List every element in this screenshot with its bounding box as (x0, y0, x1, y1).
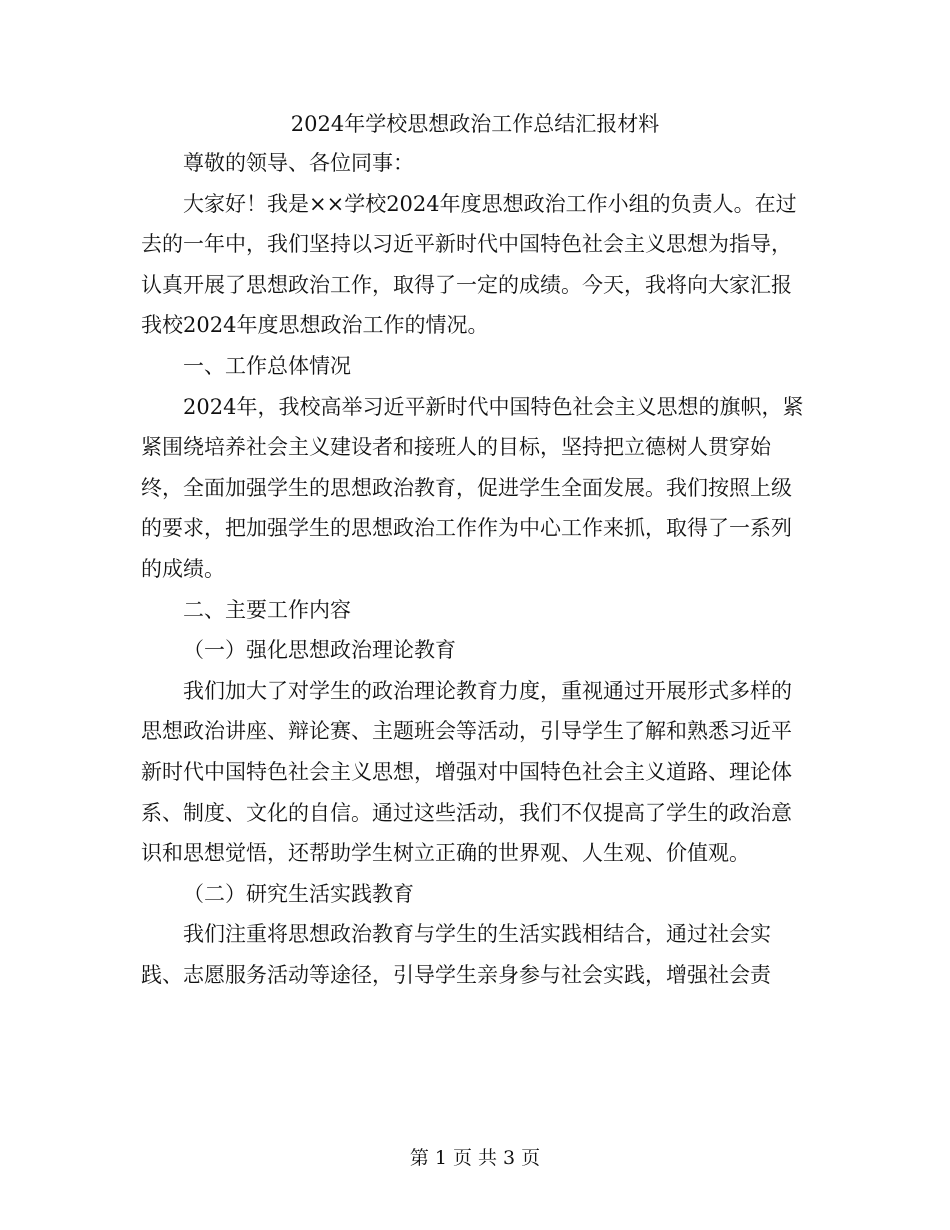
section-heading-1: 一、工作总体情况 (183, 353, 351, 378)
paragraph-practice-education: 我们注重将思想政治教育与学生的生活实践相结合，通过社会实践、志愿服务活动等途径，引导学生亲身参与社会实践，增强社会责 (141, 922, 771, 987)
section-heading-2: 二、主要工作内容 (183, 597, 351, 622)
subsection-heading-2: （二）研究生活实践教育 (183, 881, 414, 906)
subsection-heading-1: （一）强化思想政治理论教育 (183, 638, 456, 663)
salutation: 尊敬的领导、各位同事： (183, 151, 414, 175)
document-title: 2024年学校思想政治工作总结汇报材料 (290, 112, 660, 136)
paragraph-overview: 2024年，我校高举习近平新时代中国特色社会主义思想的旗帜，紧紧围绕培养社会主义建设者和接班人的目标，坚持把立德树人贯穿始终，全面加强学生的思想政治教育，促进学生全面发展。我们按照上级的要求，把加强学生的思想政治工作作为中心工作来抓，取得了一系列的成绩。 (141, 394, 804, 581)
page-footer: 第 1 页 共 3 页 (409, 1147, 541, 1169)
paragraph-intro: 大家好！我是××学校2024年度思想政治工作小组的负责人。在过去的一年中，我们坚持以习近平新时代中国特色社会主义思想为指导，认真开展了思想政治工作，取得了一定的成绩。今天，我将向大家汇报我校2024年度思想政治工作的情况。 (141, 191, 797, 338)
document-body (141, 143, 811, 995)
paragraph-theory-education: 我们加大了对学生的政治理论教育力度，重视通过开展形式多样的思想政治讲座、辩论赛、主题班会等活动，引导学生了解和熟悉习近平新时代中国特色社会主义思想，增强对中国特色社会主义道路、理论体系、制度、文化的自信。通过这些活动，我们不仅提高了学生的政治意识和思想觉悟，还帮助学生树立正确的世界观、人生观、价值观。 (141, 678, 792, 866)
